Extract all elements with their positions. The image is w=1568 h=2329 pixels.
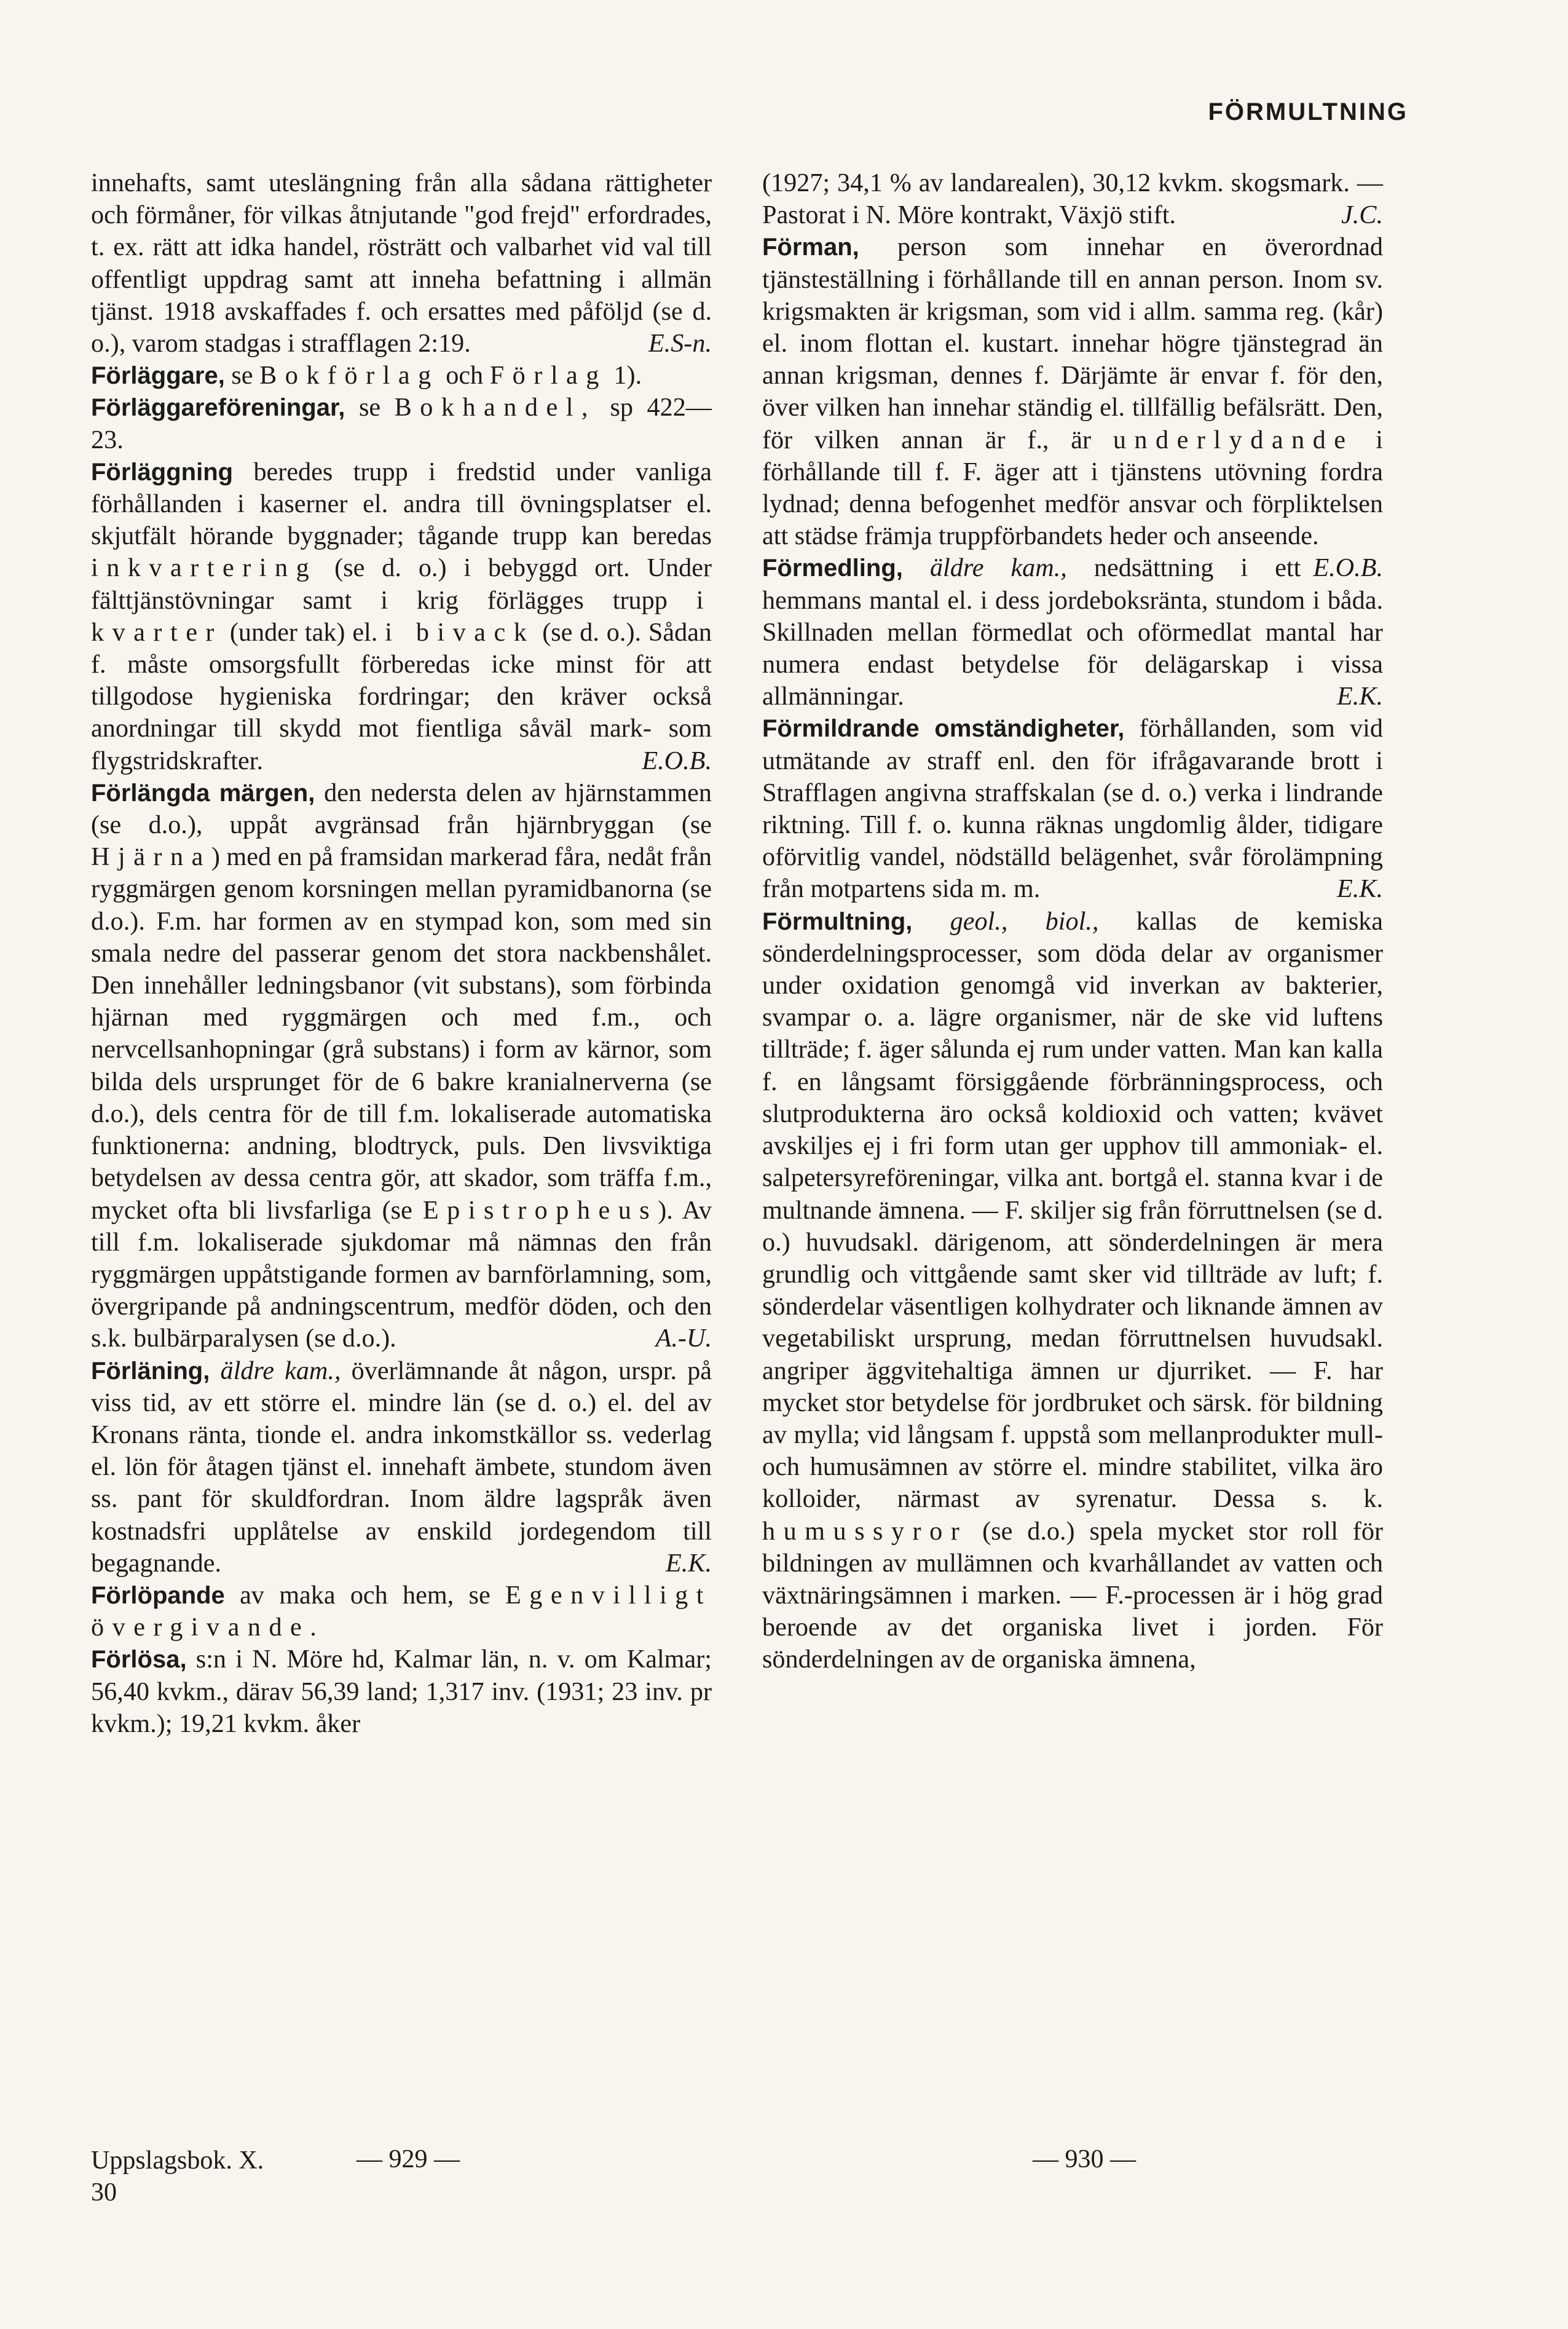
entry-text: 1). — [613, 361, 642, 390]
entry-text: överlämnande åt någon, urspr. på viss tid, av ett större el. mindre län (se d. o.) el. del av Kronans ränta, tionde el. andra inkomstkällor ss. vederlag el. lön för åtagen tjänst el. innehaft ämbete, stundom även ss. pant för skuldfordran. Inom äldre lagspråk även kostnadsfri upplåtelse av enskild jordegendom till begagnande. — [91, 1356, 712, 1578]
headword: Förläning, — [91, 1357, 210, 1385]
entry-text: se — [358, 393, 381, 422]
author-signature: E.O.B. — [642, 746, 712, 775]
headword: Förläggare, — [91, 362, 225, 390]
author-signature: E.S-n. — [648, 329, 712, 358]
entry-formildrande-omstandigheter — [762, 713, 1383, 905]
entry-text: (1927; 34,1 % av landarealen), 30,12 kvkm. skogsmark. — Pastorat i N. Möre kontrakt, Växjö stift. — [762, 168, 1383, 230]
headword: Förlöpande — [91, 1581, 225, 1609]
entry-text: se — [231, 361, 253, 390]
author-signature: E.K. — [665, 1548, 712, 1578]
entry-text: (under tak) el. — [229, 617, 378, 647]
footer-book-info — [91, 2145, 264, 2208]
author-signature: E.O.B. — [1313, 553, 1383, 583]
subject-label: äldre kam., — [220, 1356, 341, 1385]
emphasis: i bivack — [385, 617, 535, 647]
cross-reference: Bokförlag — [259, 361, 439, 390]
entry-text: (se d.o.) spela mycket stor roll för bildningen av mullämnen och kvarhållandet av vatten och växtnäringsämnen i marken. — F.-processen är i hög grad beroende av det organiska livet i jorden. För sönderdelningen av de organiska ämnena, — [762, 1516, 1384, 1674]
headword: Förlängda märgen, — [91, 779, 315, 807]
page-number-left: — 929 — — [357, 2145, 460, 2173]
sheet-number: 30 — [91, 2178, 117, 2207]
author-signature: E.K. — [1336, 682, 1383, 711]
running-title: FÖRMULTNING — [1208, 98, 1408, 125]
entry-forlaggareforeningar — [91, 392, 712, 456]
entry-text: person som innehar en överordnad tjänsteställning i förhållande till en annan person. Inom sv. krigsmakten är krigsman, som vid i allm. samma reg. (kår) el. inom flottan el. kustart. innehar högre tjänstegrad än annan krigsman, dennes f. Därjämte är envar f. för den, över vilken han innehar ständig el. tillfällig befälsrätt. Den, för vilken annan är f., är — [762, 232, 1384, 454]
entry-continuation — [91, 167, 712, 360]
headword: Förmultning, — [762, 907, 913, 935]
entry-formultning — [762, 906, 1383, 1676]
subject-label: äldre kam., — [929, 553, 1067, 583]
cross-reference: Bokhandel, — [394, 393, 596, 422]
entry-forlaning — [91, 1355, 712, 1580]
entry-text: av maka och hem, se — [240, 1580, 490, 1610]
entry-formedling — [762, 552, 1383, 713]
entry-forlosa — [91, 1643, 712, 1740]
headword: Förmedling, — [762, 555, 903, 582]
entry-text: ). Av till f.m. lokaliserade sjukdomar må nämnas den från ryggmärgen uppåtstigande formen av barnförlamning, som, övergripande på andningscentrum, medför döden, och den s.k. bulbärparalysen (se d.o.). — [91, 1195, 712, 1353]
entry-text: beredes trupp i fredstid under vanliga förhållanden i kaserner el. andra till övningsplatser el. skjutfält hörande byggnader; tågande trupp kan beredas — [91, 457, 712, 551]
entry-continuation — [762, 167, 1383, 231]
entry-forlangda-margen — [91, 777, 712, 1355]
page-number-right: — 930 — — [1033, 2145, 1136, 2173]
headword: Förman, — [762, 234, 859, 261]
entry-forlaggare — [91, 360, 712, 392]
emphasis: underlydande — [1113, 425, 1354, 454]
entry-text: (se d. o.) i bebyggd ort. Under fälttjänstövningar samt i krig förlägges trupp — [91, 553, 712, 615]
entry-text: ) med en på framsidan markerad fåra, nedåt från ryggmärgen genom korsningen mellan pyramidbanorna (se d.o.). F.m. har formen av en stympad kon, som med sin smala nedre del passerar genom det stora nackbenshålet. Den innehåller ledningsbanor (vit substans), som förbinda hjärnan med ryggmärgen och med f.m., och nervcellsanhopningar (grå substans) i form av kärnor, som bilda dels ursprunget för de 6 bakre kranialnerverna (se d.o.), dels centra för de till f.m. lokaliserade automatiska funktionerna: andning, blodtryck, puls. Den livsviktiga betydelsen av dessa centra gör, att skador, som träffa f.m., mycket ofta bli livsfarliga (se — [91, 842, 712, 1225]
cross-reference: Förlag — [489, 361, 607, 390]
entry-text: innehafts, samt uteslängning från alla sådana rättigheter och förmåner, för vilkas åtnjutande "god frejd" erfordrades, t. ex. rätt att idka handel, rösträtt och valbarhet vid val till offentligt uppdrag samt att inneha befattning i allmän tjänst. 1918 avskaffades f. och ersattes med påföljd (se d. o.), varom stadgas i strafflagen 2:19. — [91, 168, 712, 358]
entry-text: s:n i N. Möre hd, Kalmar län, n. v. om Kalmar; 56,40 kvkm., därav 56,39 land; 1,317 inv. (1931; 23 inv. pr kvkm.); 19,21 kvkm. åker — [91, 1645, 712, 1738]
left-column — [91, 167, 712, 1740]
author-signature: A.-U. — [655, 1324, 712, 1353]
entry-text: och — [446, 361, 484, 390]
entry-forlopande — [91, 1580, 712, 1643]
headword: Förmildrande omständigheter, — [762, 715, 1125, 743]
entry-text: (se d. o.). Sådan f. måste omsorgsfullt förberedas icke minst för att tillgodose hygieniska fordringar; den kräver också anordningar till skydd mot fientliga såväl mark- som flygstridskrafter. — [91, 617, 712, 775]
subject-label: geol., biol., — [950, 906, 1099, 936]
headword: Förläggning — [91, 458, 234, 486]
headword: Förläggareföreningar, — [91, 394, 345, 422]
entry-text: förhållanden, som vid utmätande av straff enl. den för ifrågavarande brott i Strafflagen angivna straffskalan (se d. o.) verka i lindrande riktning. Till f. o. kunna räknas ungdomlig ålder, tidigare oförvitlig vandel, nödställd belägenhet, svår förolämpning från motpartens sida m. m. — [762, 714, 1383, 904]
emphasis: i kvarter — [91, 585, 712, 647]
entry-text: kallas de kemiska sönderdelningsprocesser, som döda delar av organismer under oxidation genomgå vid inverkan av bakterier, svampar o. a. lägre organismer, när de ske vid luftens tillträde; f. äger sålunda ej rum under vatten. Man kan kalla f. en långsamt försiggående förbränningsprocess, och slutprodukterna äro också koldioxid och vatten; kvävet avskiljes ej i fri form utan ger upphov till ammoniak- el. salpetersyreföreningar, vilka ant. bortgå el. stanna kvar i de multnande ämnena. — F. skiljer sig från förruttnelsen (se d. o.) huvudsakl. därigenom, att sönderdelningen är mera grundlig och vittgående samt sker vid tillträde av luft; f. sönderdelar väsentligen kolhydrater och liknande ämnen av vegetabiliskt ursprung, medan förruttnelsen huvudsakl. angriper äggvitehaltiga ämnen ur djurriket. — F. har mycket stor betydelse för jordbruket och särsk. för bildning av mylla; vid långsam f. uppstå som mellanprodukter mull- och humusämnen av större el. mindre stabilitet, vilka äro kolloider, närmast av syrenatur. Dessa s. k. — [762, 906, 1383, 1514]
cross-reference: humussyror — [762, 1516, 968, 1546]
right-column — [762, 167, 1383, 1676]
headword: Förlösa, — [91, 1646, 187, 1674]
cross-reference: inkvartering — [91, 553, 318, 583]
entry-text: sp 422—23. — [91, 393, 712, 454]
cross-reference: Epistropheus — [422, 1195, 658, 1225]
entry-forlaggning — [91, 456, 712, 777]
author-signature: E.K. — [1336, 874, 1383, 904]
cross-reference: Hjärna — [91, 842, 211, 872]
entry-text: den nedersta delen av hjärnstammen (se d.o.), uppåt avgränsad från hjärnbryggan (se — [91, 778, 712, 840]
entry-text: nedsättning i ett hemmans mantal el. i dess jordeboksränta, stundom i båda. Skillnaden mellan förmedlat och oförmedlat mantal har numera endast betydelse för delägarskap i vissa allmänningar. — [762, 553, 1383, 711]
cross-reference: Egenvilligt övergivande. — [91, 1580, 712, 1642]
book-volume: Uppslagsbok. X. — [91, 2146, 264, 2175]
entry-text: i förhållande till f. F. äger att i tjänstens utövning fordra lydnad; denna befogenhet medför ansvar och förpliktelsen att städse främja truppförbandets heder och anseende. — [762, 425, 1384, 551]
author-signature: J.C. — [1341, 200, 1383, 230]
